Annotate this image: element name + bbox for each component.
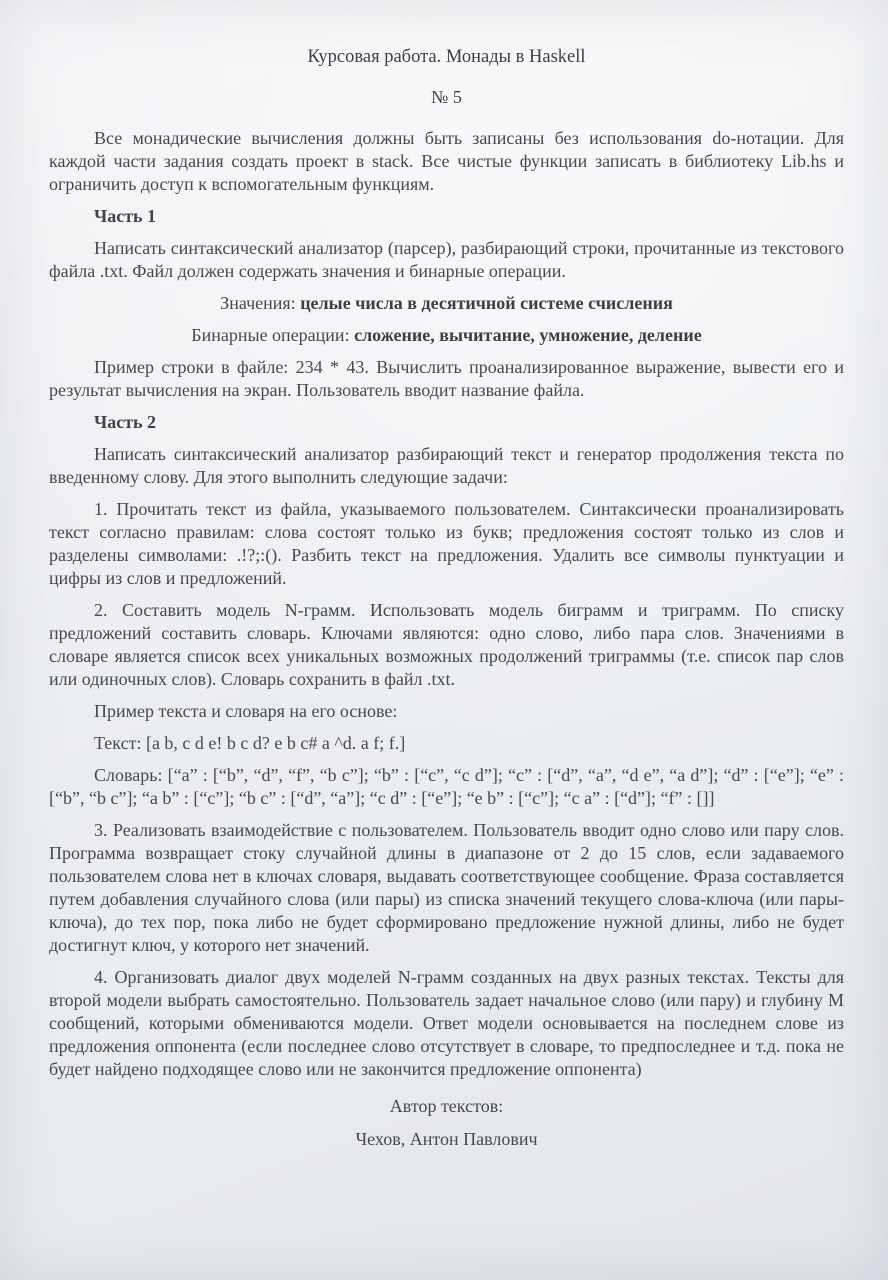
part1-example-paragraph: Пример строки в файле: 234 * 43. Вычислить проанализированное выражение, вывести его и результат вычисления на экран. Пользователь вводит название файла. <box>49 357 844 400</box>
part2-item-2: 2. Составить модель N-грамм. Использовать модель биграмм и триграмм. По списку предложений составить словарь. Ключами являются: одно слово, либо пара слов. Значениями в словаре является список всех уникальных возможных продолжений триграммы (т.е. список пар слов или одиночных слов). Словарь сохранить в файл .txt. <box>49 600 844 689</box>
part2-example-dictionary: Словарь: [“a” : [“b”, “d”, “f”, “b c”]; “b” : [“c”, “c d”]; “c” : [“d”, “a”, “d e”, “a d”]; “d” : [“e”]; “e” : [“b”, “b c”]; “a b” : [“c”]; “b c” : [“d”, “a”]; “c d” : [“e”]; “e b” : [“c”]; “c a” : [“d”]; “f” : []] <box>49 765 844 808</box>
part1-heading: Часть 1 <box>94 206 157 226</box>
part1-values-line <box>49 292 844 315</box>
operations-text: сложение, вычитание, умножение, деление <box>354 325 702 345</box>
part1-task-paragraph: Написать синтаксический анализатор (парсер), разбирающий строки, прочитанные из текстового файла .txt. Файл должен содержать значения и бинарные операции. <box>49 238 844 281</box>
part2-heading: Часть 2 <box>94 412 157 432</box>
part2-item-1: 1. Прочитать текст из файла, указываемого пользователем. Синтаксически проанализировать текст согласно правилам: слова состоят только из букв; предложения состоят только из слов и разделены символами: .!?;:(). Разбить текст на предложения. Удалить все символы пунктуации и цифры из слов и предложений. <box>49 499 844 588</box>
part2-example-intro: Пример текста и словаря на его основе: <box>94 701 398 721</box>
document-title: Курсовая работа. Монады в Haskell <box>307 47 586 67</box>
values-text: целые числа в десятичной системе счисления <box>300 293 673 313</box>
author-name: Чехов, Антон Павлович <box>355 1129 538 1149</box>
part2-task-paragraph: Написать синтаксический анализатор разбирающий текст и генератор продолжения текста по введенному слову. Для этого выполнить следующие задачи: <box>49 444 844 487</box>
operations-label: Бинарные операции: <box>191 325 355 345</box>
values-label: Значения: <box>220 293 301 313</box>
author-label: Автор текстов: <box>389 1096 504 1116</box>
variant-number: № 5 <box>431 87 462 107</box>
part2-item-4: 4. Организовать диалог двух моделей N-грамм созданных на двух разных текстах. Тексты для второй модели выбрать самостоятельно. Пользователь задает начальное слово (или пару) и глубину М сообщений, которыми обмениваются модели. Ответ модели основывается на последнем слове из предложения оппонента (если последнее слово отсутствует в словаре, то предпоследнее и т.д. пока не будет найдено подходящее слово или не закончится предложение оппонента) <box>49 967 844 1079</box>
intro-paragraph: Все монадические вычисления должны быть записаны без использования do-нотации. Для каждой части задания создать проект в stack. Все чистые функции записать в библиотеку Lib.hs и ограничить доступ к вспомогательным функциям. <box>49 128 844 194</box>
part2-item-3: 3. Реализовать взаимодействие с пользователем. Пользователь вводит одно слово или пару слов. Программа возвращает стоку случайной длины в диапазоне от 2 до 15 слов, если задаваемого пользователем слова нет в ключах словаря, выдавать соответствующее сообщение. Фраза составляется путем добавления случайного слова (или пары) из списка значений текущего слова-ключа (или пары-ключа), до тех пор, пока либо не будет сформировано предложение нужной длины, либо не будет достигнут ключ, у которого нет значений. <box>49 820 844 955</box>
part2-example-text: Текст: [a b, c d e! b c d? e b c# a ^d. a f; f.] <box>94 733 406 753</box>
part1-operations-line <box>49 324 844 347</box>
